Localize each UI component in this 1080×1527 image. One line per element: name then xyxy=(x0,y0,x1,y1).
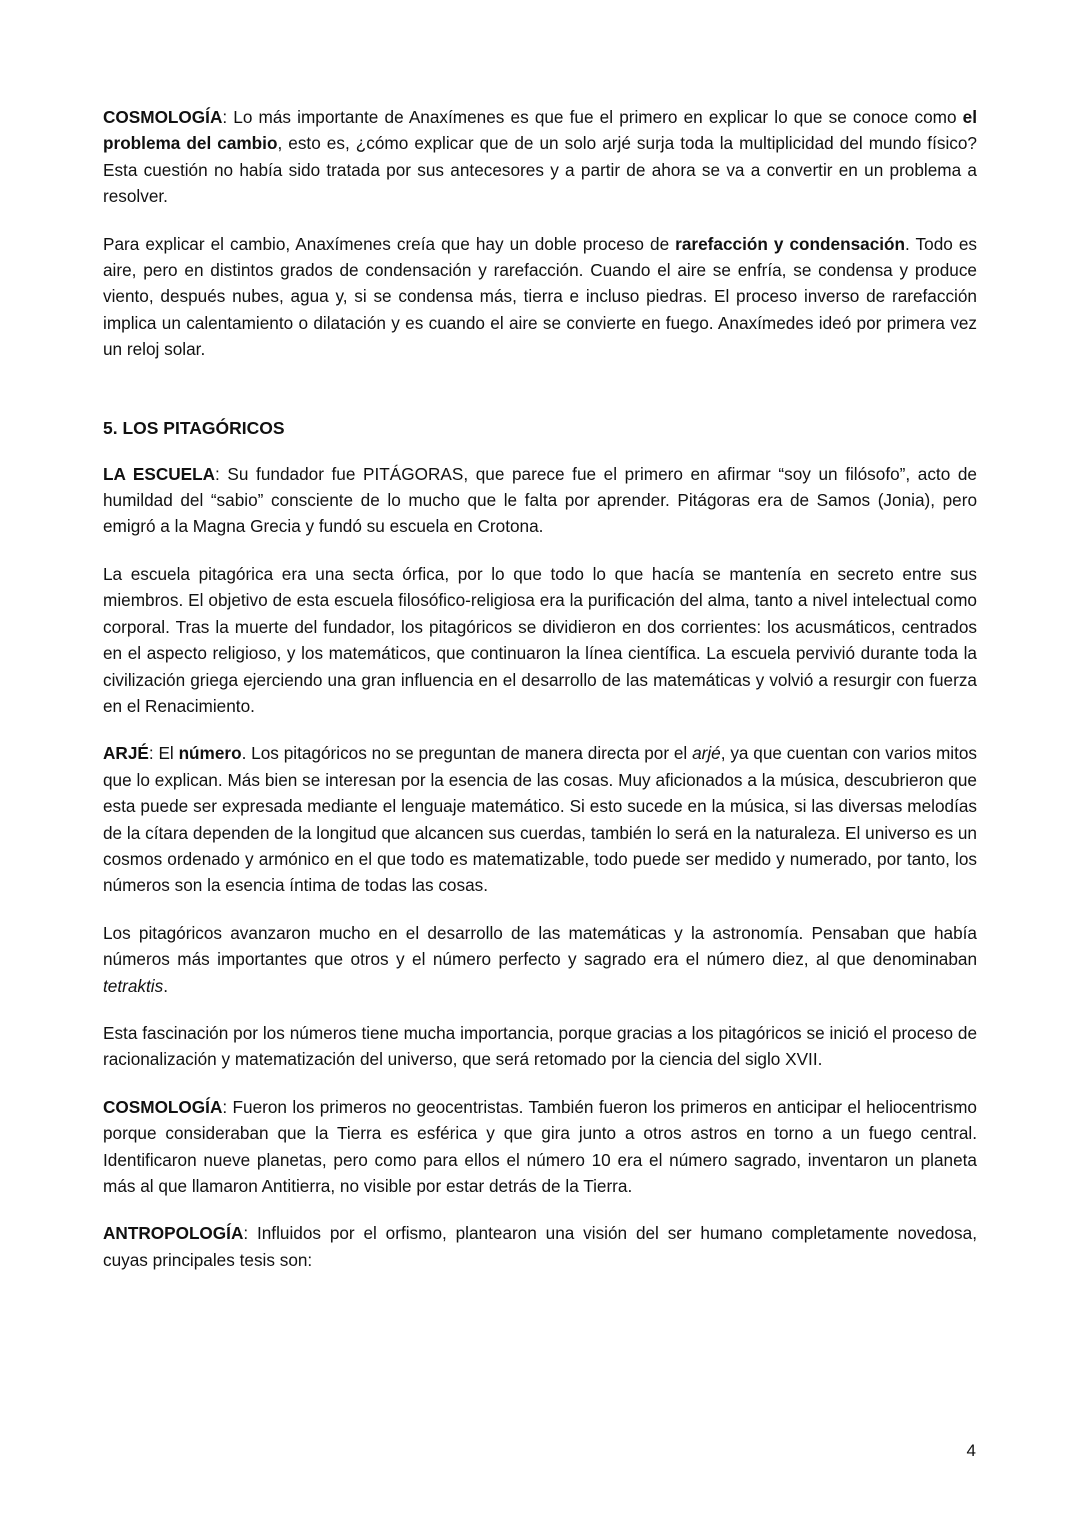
text-run: La escuela pitagórica era una secta órfica, por lo que todo lo que hacía se mantenía en secreto entre sus miembros. El objetivo de esta escuela filosófico-religiosa era la purificación del alma, tanto a nivel intelectual como corporal. Tras la muerte del fundador, los pitagóricos se dividieron en dos corrientes: los acusmáticos, centrados en el aspecto religioso, y los matemáticos, que continuaron la línea científica. La escuela pervivió durante toda la civilización griega ejerciendo una gran influencia en el desarrollo de las matemáticas y volvió a resurgir con fuerza en el Renacimiento. xyxy=(103,563,977,716)
bold-text: rarefacción y condensación xyxy=(675,233,906,254)
section-heading xyxy=(103,415,977,441)
document-body xyxy=(103,104,977,1294)
bold-text: LA ESCUELA xyxy=(103,463,216,484)
paragraph xyxy=(103,104,977,210)
italic-text: arjé xyxy=(692,743,721,764)
text-run: . Todo es aire, pero en distintos grados de condensación y rarefacción. Cuando el aire se enfría, se condensa y produce viento, después nubes, agua y, si se condensa más, tierra e incluso piedras. El proceso inverso de rarefacción implica un calentamiento o dilatación y es cuando el aire se convierte en fuego. Anaxímedes ideó por primera vez un reloj solar. xyxy=(103,233,978,360)
text-run: : Su fundador fue PITÁGORAS, que parece fue el primero en afirmar “soy un filósofo”, acto de humildad del “sabio” consciente de lo mucho que le falta por aprender. Pitágoras era de Samos (Jonia), pero emigró a la Magna Grecia y fundó su escuela en Crotona. xyxy=(103,463,977,537)
text-run: . Los pitagóricos no se preguntan de manera directa por el xyxy=(241,743,693,764)
text-run: : Fueron los primeros no geocentristas. También fueron los primeros en anticipar el heliocentrismo porque consideraban que la Tierra es esférica y que gira junto a otros astros en torno a un fuego central. Identificaron nueve planetas, pero como para ellos el número 10 era el número sagrado, inventaron un planeta más al que llamaron Antitierra, no visible por estar detrás de la Tierra. xyxy=(103,1096,977,1196)
paragraph xyxy=(103,740,977,898)
paragraph xyxy=(103,1094,977,1200)
paragraph xyxy=(103,920,977,999)
text-run: : El xyxy=(148,743,179,764)
paragraph xyxy=(103,1220,977,1273)
bold-text: ANTROPOLOGÍA xyxy=(103,1223,244,1244)
bold-text: número xyxy=(178,743,242,764)
text-run: Esta fascinación por los números tiene mucha importancia, porque gracias a los pitagóricos se inició el proceso de racionalización y matematización del universo, que será retomado por la ciencia del siglo XVII. xyxy=(103,1022,977,1070)
text-run: : Influidos por el orfismo, plantearon una visión del ser humano completamente novedosa, cuyas principales tesis son: xyxy=(103,1223,977,1270)
paragraph xyxy=(103,461,977,540)
page-number: 4 xyxy=(966,1441,976,1460)
bold-text: COSMOLOGÍA xyxy=(103,107,223,127)
text-run: , ya que cuentan con varios mitos que lo explican. Más bien se interesan por la esencia de las cosas. Muy aficionados a la música, descubrieron que esta puede ser expresada mediante el lenguaje matemático. Si esto sucede en la música, si las diversas melodías de la cítara dependen de la longitud que alcancen sus cuerdas, también lo será en la naturaleza. El universo es un cosmos ordenado y armónico en el que todo es matematizable, todo puede ser medido y numerado, por tanto, los números son la esencia íntima de todas las cosas. xyxy=(103,743,978,896)
text-run: : Lo más importante de Anaxímenes es que fue el primero en explicar lo que se conoce como xyxy=(222,107,963,127)
paragraph xyxy=(103,231,977,363)
bold-text: ARJÉ xyxy=(103,743,149,764)
paragraph xyxy=(103,1020,977,1073)
text-run: Para explicar el cambio, Anaxímenes creía que hay un doble proceso de xyxy=(103,233,676,254)
text-run: Los pitagóricos avanzaron mucho en el desarrollo de las matemáticas y la astronomía. Pensaban que había números más importantes que otros y el número perfecto y sagrado era el número diez, al que denominaban xyxy=(103,922,977,970)
italic-text: tetraktis xyxy=(103,975,164,996)
paragraph xyxy=(103,561,977,719)
bold-text: COSMOLOGÍA xyxy=(103,1096,223,1117)
text-run: . xyxy=(163,975,168,996)
text-run: , esto es, ¿cómo explicar que de un solo arjé surja toda la multiplicidad del mundo físico? Esta cuestión no había sido tratada por sus antecesores y a partir de ahora se va a convertir en un problema a resolver. xyxy=(103,133,977,207)
bold-text: el problema del cambio xyxy=(103,107,977,154)
text-run: 5. LOS PITAGÓRICOS xyxy=(103,417,285,438)
